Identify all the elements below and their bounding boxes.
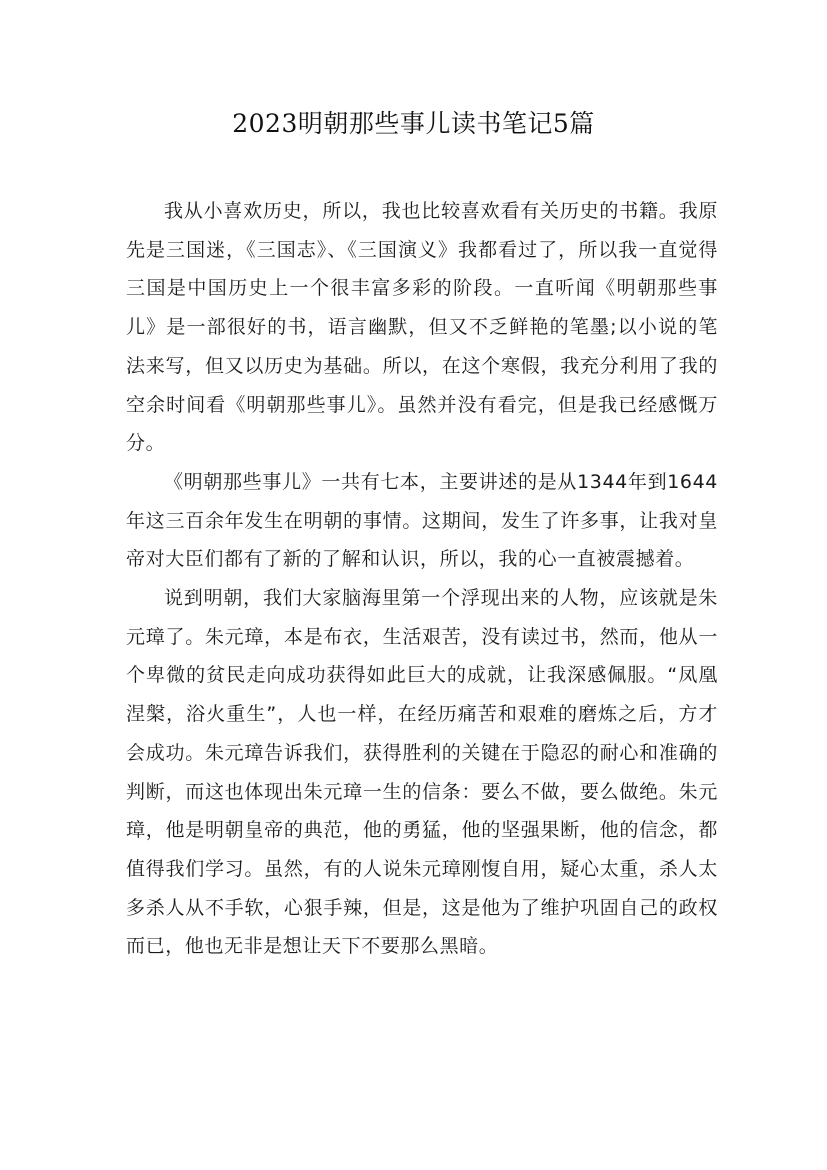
paragraph-1: 我从小喜欢历史，所以，我也比较喜欢看有关历史的书籍。我原先是三国迷，《三国志》、《三国演义》我都看过了，所以我一直觉得三国是中国历史上一个很丰富多彩的阶段。一直听闻《明朝那些事儿》是一部很好的书，语言幽默，但又不乏鲜艳的笔墨;以小说的笔法来写，但又以历史为基础。所以，在这个寒假，我充分利用了我的空余时间看《明朝那些事儿》。虽然并没有看完，但是我已经感慨万分。	[126, 200, 718, 455]
paragraph-3: 说到明朝，我们大家脑海里第一个浮现出来的人物，应该就是朱元璋了。朱元璋，本是布衣，生活艰苦，没有读过书，然而，他从一个卑微的贫民走向成功获得如此巨大的成就，让我深感佩服。“凤凰涅槃，浴火重生”，人也一样，在经历痛苦和艰难的磨炼之后，方才会成功。朱元璋告诉我们，获得胜利的关键在于隐忍的耐心和准确的判断，而这也体现出朱元璋一生的信条：要么不做，要么做绝。朱元璋，他是明朝皇帝的典范，他的勇猛，他的坚强果断，他的信念，都值得我们学习。虽然，有的人说朱元璋刚愎自用，疑心太重，杀人太多杀人从不手软，心狠手辣，但是，这是他为了维护巩固自己的政权而已，他也无非是想让天下不要那么黑暗。	[126, 587, 718, 958]
document-title: 2023明朝那些事儿读书笔记5篇	[232, 109, 595, 138]
paragraph-2: 《明朝那些事儿》一共有七本，主要讲述的是从1344年到1644年这三百余年发生在明朝的事情。这期间，发生了许多事，让我对皇帝对大臣们都有了新的了解和认识，所以，我的心一直被震撼着。	[126, 470, 718, 571]
document-body	[126, 192, 718, 966]
